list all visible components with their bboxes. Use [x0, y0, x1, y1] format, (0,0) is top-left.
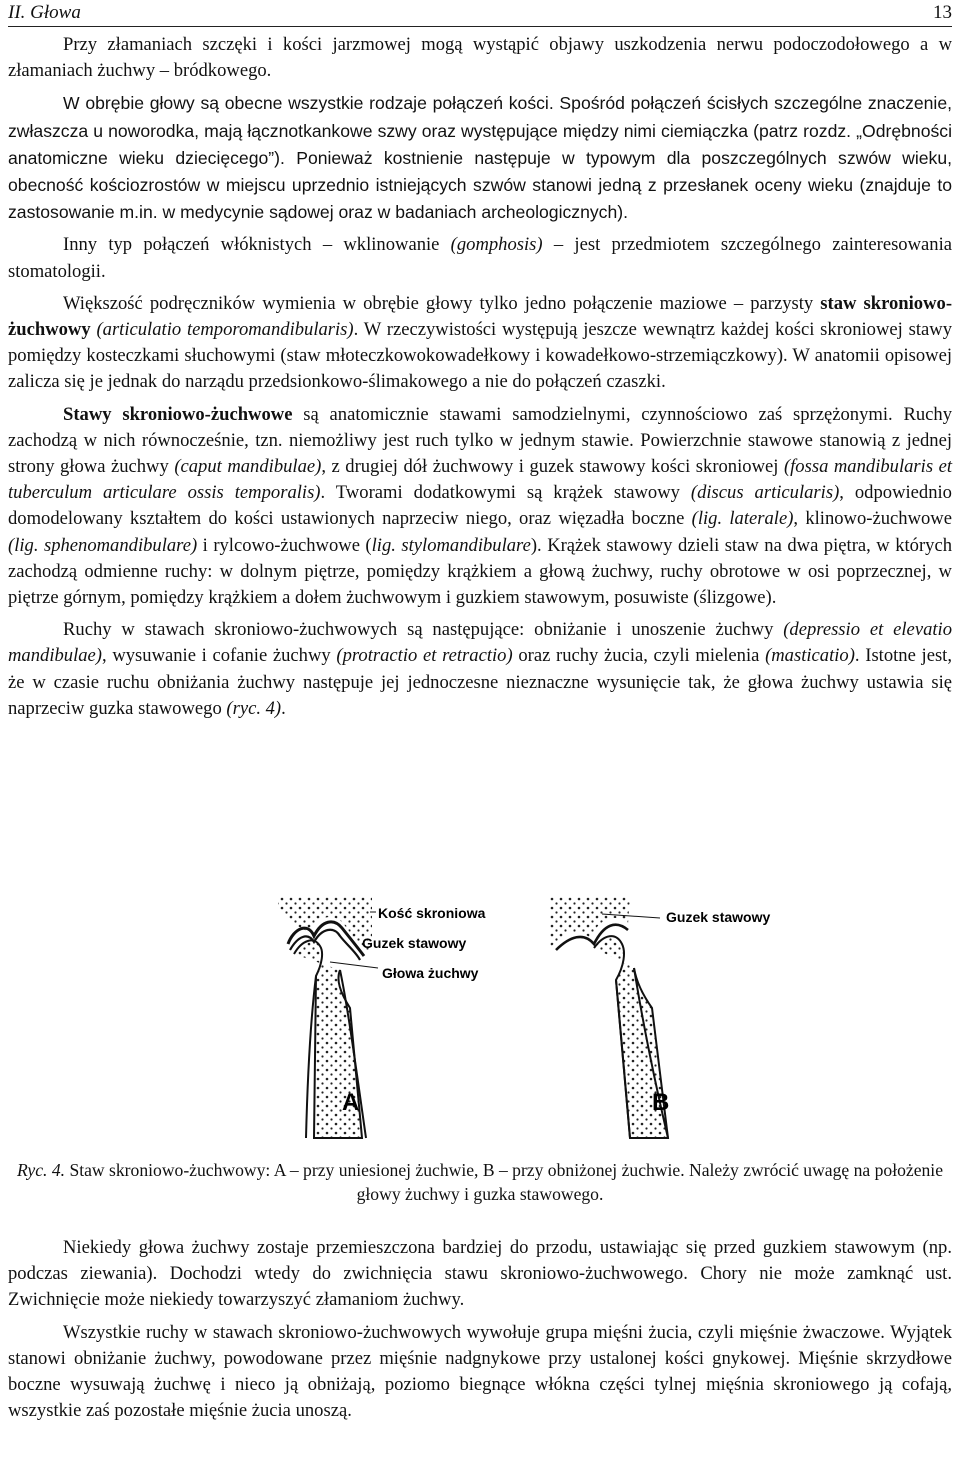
- paragraph-p6: [8, 617, 952, 722]
- label-tubercle-b: Guzek stawowy: [666, 909, 771, 925]
- paragraph-p2: [8, 90, 952, 226]
- text-run: Inny typ połączeń włóknistych – wklinowanie: [63, 234, 451, 256]
- paragraph-p4: [8, 291, 952, 396]
- label-mandible-head: Głowa żuchwy: [382, 965, 479, 981]
- text-run: staw skroniowo-żuchwowy: [8, 292, 953, 341]
- text-run: (caput mandibulae): [174, 456, 322, 478]
- text-run: , odpowiednio domodelowany kształtem do kości ustawionych naprzeciw niego, oraz więzadła boczne: [8, 482, 952, 530]
- text-run: , z drugiej dół żuchwowy i guzek stawowy kości skroniowej: [321, 456, 784, 478]
- paragraph-p5: [8, 402, 952, 612]
- text-run: W obrębie głowy są obecne wszystkie rodzaje połączeń kości. Spośród połączeń ścisłych szczególne znaczenie, zwłaszcza u noworodka, mają łącznotkankowe szwy oraz występujące między nimi ciemiączka (patrz rozdz.: [8, 93, 952, 141]
- figure-tmj: [190, 888, 790, 1140]
- label-panel-b: B: [652, 1089, 670, 1116]
- text-run: (protractio et retractio): [336, 645, 513, 667]
- text-run: (lig. sphenomandibulare): [8, 534, 198, 556]
- text-run: (discus articularis): [690, 482, 840, 504]
- panel-b-drawing: [550, 896, 668, 1138]
- label-panel-a: A: [342, 1089, 360, 1116]
- label-tubercle-a: Guzek stawowy: [362, 935, 467, 951]
- paragraph-p3: [8, 232, 952, 284]
- page-header: [8, 0, 952, 27]
- text-run: „Odrębności anatomiczne wieku dziecięcego”: [8, 120, 952, 168]
- text-run: lig. stylomandibulare: [371, 534, 531, 556]
- text-run: (fossa mandibularis et tuberculum articulare ossis temporalis): [8, 456, 952, 504]
- text-run: ). Ponieważ kostnienie następuje w typowym dla poszczególnych szwów wieku, obecność kościozrostów w miejscu uprzednio istniejących szwów stanowi jedną z przesłanek oceny wieku (znajduje to zastosowanie m.in. w medycynie sądowej oraz w badaniach archeologicznych).: [8, 147, 952, 223]
- text-run: , wysuwanie i cofanie żuchwy: [102, 645, 337, 667]
- text-run: Przy złamaniach szczęki i kości jarzmowej mogą wystąpić objawy uszkodzenia nerwu podoczodołowego a w złamaniach żuchwy – bródkowego.: [8, 34, 952, 82]
- caption-text: Staw skroniowo-żuchwowy: A – przy uniesionej żuchwie, B – przy obniżonej żuchwie. Należy zwrócić uwagę na położenie głowy żuchwy i guzka stawowego.: [65, 1160, 943, 1204]
- text-run: oraz ruchy żucia, czyli mielenia: [512, 645, 766, 667]
- text-run: są anatomicznie stawami samodzielnymi, czynnościowo zaś sprzężonymi. Ruchy zachodzą w nich równocześnie, tzn. niemożliwy jest ruch tylko w jednym stawie. Powierzchnie stawowe stanowią z jednej strony głowa żuchwy: [8, 403, 952, 478]
- text-run: (masticatio): [765, 645, 855, 667]
- chapter-title: II. Głowa: [8, 2, 81, 23]
- text-run: Wszystkie ruchy w stawach skroniowo-żuchwowych wywołuje grupa mięśni żucia, czyli mięśnie żwaczowe. Wyjątek stanowi obniżanie żuchwy, powodowane przez mięśnie nadgnykowe przy ustalonej kości gnykowej. Mięśnie skrzydłowe boczne wysuwają żuchwę i nieco ją obniżają, poziomo biegnące włókna części tylnej mięśnia skroniowego ją cofają, wszystkie zaś pozostałe mięśnie żucia unoszą.: [8, 1321, 952, 1422]
- text-run: i rylcowo-żuchwowe (: [197, 534, 372, 556]
- text-run: . W rzeczywistości występują jeszcze wewnątrz każdej kości skroniowej stawy pomiędzy kosteczkami słuchowymi (staw młoteczkowokowadełkowy i kowadełkowo-strzemiączkowy). W anatomii opisowej zalicza się je jednak do narządu przedsionkowo-ślimakowego a nie do połączeń czaszki.: [8, 319, 952, 393]
- text-run: ). Krążek stawowy dzieli staw na dwa piętra, w których zachodzą odmienne ruchy: w dolnym piętrze, pomiędzy krążkiem a głową żuchwy, ruchy obrotowe w osi poprzecznej, w piętrze górnym, pomiędzy krążkiem a dołem żuchwowym i guzkiem stawowym, posuwiste (ślizgowe).: [8, 534, 952, 609]
- text-run: Stawy skroniowo-żuchwowe: [63, 403, 293, 425]
- text-run: . Tworami dodatkowymi są krążek stawowy: [320, 482, 691, 504]
- body-text-bottom: [8, 1235, 952, 1430]
- figure-caption: [8, 1158, 952, 1206]
- text-run: (ryc. 4): [226, 697, 282, 719]
- text-run: (depressio et elevatio mandibulae): [8, 619, 952, 667]
- text-run: Ruchy w stawach skroniowo-żuchwowych są następujące: obniżanie i unoszenie żuchwy: [63, 619, 784, 641]
- leader-head: [330, 962, 378, 968]
- paragraph-p8: [8, 1320, 952, 1425]
- text-run: Większość podręczników wymienia w obrębie głowy tylko jedno połączenie maziowe – parzysty: [63, 292, 821, 314]
- label-temporal-bone: Kość skroniowa: [378, 905, 486, 921]
- paragraph-p7: [8, 1235, 952, 1314]
- text-run: . Istotne jest, że w czasie ruchu obniżania żuchwy następuje jej jednoczesne nieznaczne wysunięcie tak, że głowa żuchwy ustawia się naprzeciw guzka stawowego: [8, 645, 952, 719]
- body-text-top: [8, 32, 952, 728]
- tmj-diagram: [190, 888, 790, 1140]
- text-run: (gomphosis): [450, 234, 543, 256]
- caption-prefix: Ryc. 4.: [17, 1160, 66, 1180]
- text-run: Niekiedy głowa żuchwy zostaje przemieszczona bardziej do przodu, ustawiając się przed guzkiem stawowym (np. podczas ziewania). Dochodzi wtedy do zwichnięcia stawu skroniowo-żuchwowego. Chory nie może zamknąć ust. Zwichnięcie może niekiedy towarzyszyć złamaniom żuchwy.: [8, 1237, 952, 1311]
- text-run: .: [281, 697, 286, 719]
- text-run: (articulatio temporomandibularis): [96, 319, 354, 341]
- text-run: – jest przedmiotem szczególnego zainteresowania stomatologii.: [8, 234, 952, 282]
- paragraph-p1: [8, 32, 952, 84]
- text-run: , klinowo-żuchwowe: [793, 508, 952, 530]
- text-run: (lig. laterale): [691, 508, 794, 530]
- page-number: 13: [933, 2, 952, 23]
